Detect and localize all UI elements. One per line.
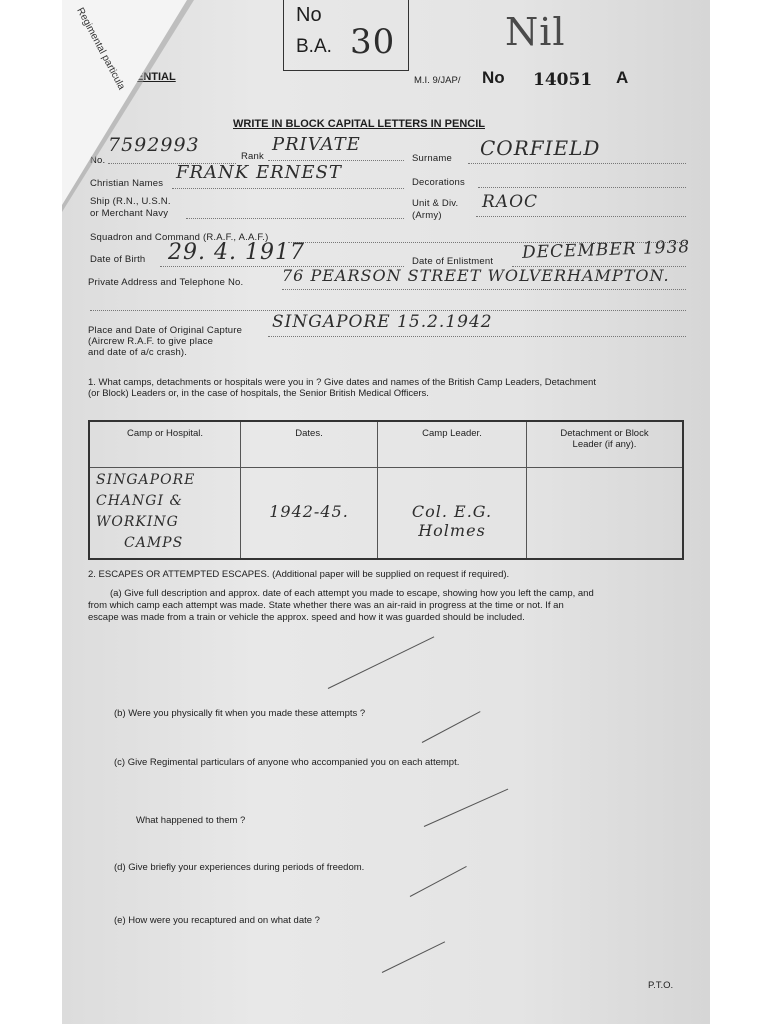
camps-table-header bbox=[89, 421, 683, 468]
squadron-label: Squadron and Command (R.A.F., A.A.F.) bbox=[90, 232, 269, 243]
classification-label: ENTIAL bbox=[136, 71, 176, 83]
box-prefix: B.A. bbox=[296, 36, 332, 57]
address-line bbox=[282, 289, 686, 290]
surname-line bbox=[468, 163, 686, 164]
instruction-heading: WRITE IN BLOCK CAPITAL LETTERS IN PENCIL bbox=[233, 118, 485, 130]
pto-note: P.T.O. bbox=[648, 980, 674, 991]
box-no-label: No bbox=[296, 4, 322, 26]
unit-line bbox=[476, 216, 686, 217]
question-2a-line3: escape was made from a train or vehicle the approx. speed and how it was guarded should be included. bbox=[88, 612, 525, 623]
address-line-2 bbox=[90, 310, 686, 311]
unit-label-line1: Unit & Div. bbox=[412, 198, 459, 209]
capture-line bbox=[268, 336, 686, 337]
question-1-line2: (or Block) Leaders or, in the case of hospitals, the Senior British Medical Officers. bbox=[88, 388, 429, 399]
question-2-title: 2. ESCAPES OR ATTEMPTED ESCAPES. (Additional paper will be supplied on request if required). bbox=[88, 569, 510, 580]
question-2c-followup: What happened to them ? bbox=[136, 815, 246, 826]
ref-label: M.I. 9/JAP/ bbox=[414, 75, 461, 86]
surname-value: CORFIELD bbox=[480, 136, 601, 160]
cell-camp-leader bbox=[378, 468, 527, 560]
capture-label-line2: (Aircrew R.A.F. to give place bbox=[88, 336, 214, 347]
rank-line bbox=[268, 160, 404, 161]
table-row bbox=[89, 468, 683, 560]
ship-label-line1: Ship (R.N., U.S.N. bbox=[90, 196, 171, 207]
header-detachment-leader: Detachment or Block Leader (if any). bbox=[527, 421, 684, 468]
header-dates: Dates. bbox=[241, 421, 378, 468]
capture-label-line1: Place and Date of Original Capture bbox=[88, 325, 243, 336]
cell-detachment-leader bbox=[527, 468, 684, 560]
no-value: 7592993 bbox=[108, 134, 200, 156]
christian-names-label: Christian Names bbox=[90, 178, 164, 189]
address-label: Private Address and Telephone No. bbox=[88, 277, 244, 288]
camp-line1: SINGAPORE bbox=[96, 472, 196, 488]
no-label: No. bbox=[90, 155, 106, 166]
ref-no-symbol: No bbox=[482, 68, 505, 87]
question-2e: (e) How were you recaptured and on what date ? bbox=[114, 915, 320, 926]
capture-value: SINGAPORE 15.2.1942 bbox=[272, 312, 493, 332]
question-2b: (b) Were you physically fit when you made these attempts ? bbox=[114, 708, 366, 719]
question-2c: (c) Give Regimental particulars of anyone who accompanied you on each attempt. bbox=[114, 757, 460, 768]
dates-value: 1942-45. bbox=[269, 502, 349, 521]
corner-note-handwritten: Nil bbox=[505, 10, 566, 54]
question-2d: (d) Give briefly your experiences during periods of freedom. bbox=[114, 862, 365, 873]
dob-label: Date of Birth bbox=[90, 254, 146, 265]
unit-label-line2: (Army) bbox=[412, 210, 442, 221]
ship-line bbox=[186, 218, 404, 219]
rank-value: PRIVATE bbox=[272, 134, 361, 155]
capture-label-line3: and date of a/c crash). bbox=[88, 347, 188, 358]
enlistment-value: DECEMBER 1938 bbox=[521, 237, 691, 263]
camp-line4: CAMPS bbox=[124, 535, 184, 551]
ref-number: 14051 bbox=[533, 70, 593, 90]
question-2a-line1: (a) Give full description and approx. date of each attempt you made to escape, showing how you left the camp, and bbox=[110, 588, 594, 599]
surname-label: Surname bbox=[412, 153, 452, 164]
camp-leader-value: Col. E.G. Holmes bbox=[411, 502, 493, 540]
box-handwritten-number: 30 bbox=[350, 22, 396, 62]
christian-names-value: FRANK ERNEST bbox=[176, 162, 342, 183]
camps-table bbox=[88, 420, 684, 560]
question-1-line1: 1. What camps, detachments or hospitals were you in ? Give dates and names of the British Camp Leaders, Detachment bbox=[88, 377, 596, 388]
question-2a-line2: from which camp each attempt was made. State whether there was an air-raid in progress at the time or not. If an bbox=[88, 600, 564, 611]
camp-line3: WORKING bbox=[96, 514, 179, 530]
header-camp-leader: Camp Leader. bbox=[378, 421, 527, 468]
enlistment-label: Date of Enlistment bbox=[412, 256, 494, 267]
folded-corner-text: Regimental particula bbox=[74, 6, 127, 92]
ship-label-line2: or Merchant Navy bbox=[90, 208, 169, 219]
camp-line2: CHANGI & bbox=[96, 493, 183, 509]
cell-camp bbox=[89, 468, 241, 560]
address-value: 76 PEARSON STREET WOLVERHAMPTON. bbox=[282, 266, 670, 285]
decorations-line bbox=[478, 187, 686, 188]
christian-names-line bbox=[172, 188, 404, 189]
unit-value: RAOC bbox=[482, 192, 539, 212]
folded-corner bbox=[62, 0, 187, 205]
cell-dates bbox=[241, 468, 378, 560]
decorations-label: Decorations bbox=[412, 177, 465, 188]
header-camp-or-hospital: Camp or Hospital. bbox=[89, 421, 241, 468]
ref-suffix: A bbox=[616, 68, 629, 87]
dob-value: 29. 4. 1917 bbox=[168, 240, 305, 265]
rank-label: Rank bbox=[241, 151, 264, 162]
